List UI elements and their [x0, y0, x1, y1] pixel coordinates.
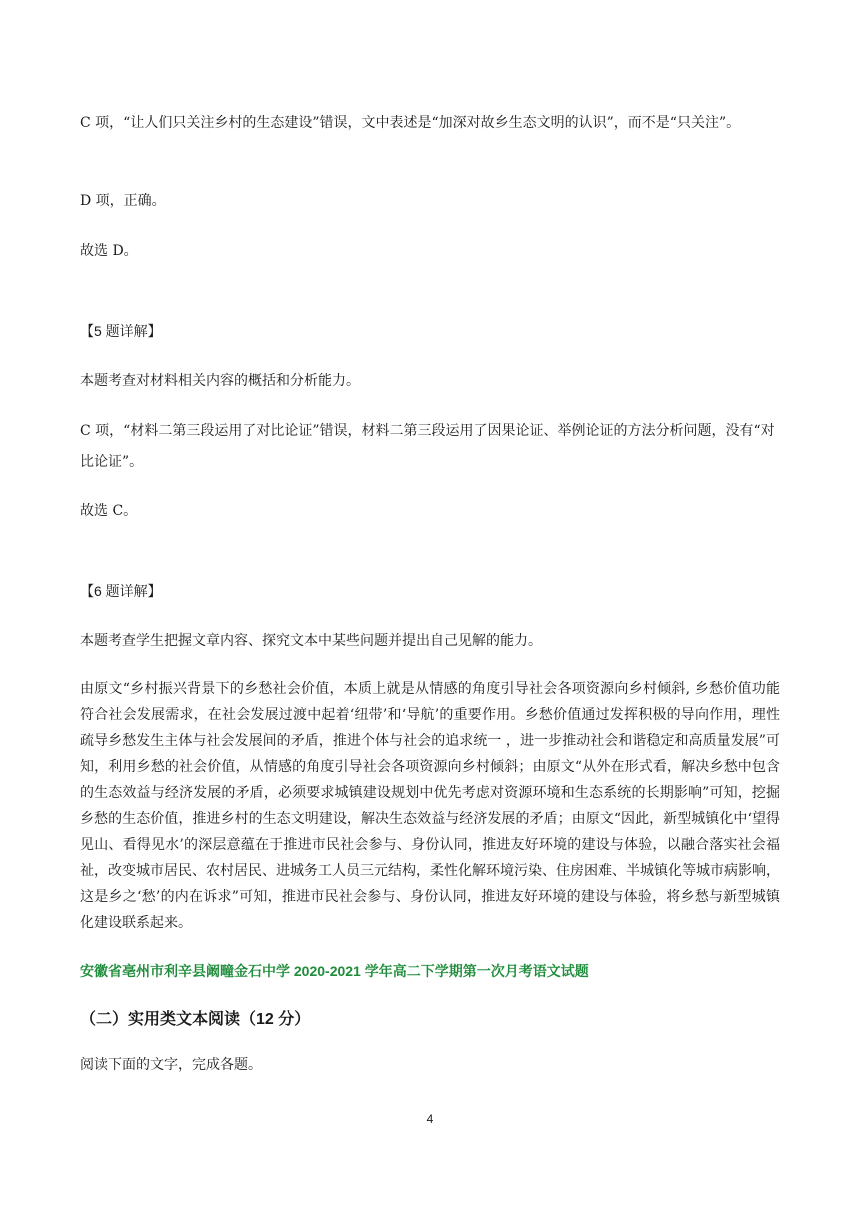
- page-number: 4: [426, 1112, 434, 1126]
- q5-option-c: C 项，“材料二第三段运用了对比论证”错误，材料二第三段运用了因果论证、举例论证的方法分析问题，没有“对比论证”。: [80, 423, 775, 470]
- q5-answer: 故选 C。: [80, 503, 138, 519]
- q4-option-c: C 项，“让人们只关注乡村的生态建设”错误，文中表述是“加深对故乡生态文明的认识”，而不是“只关注”。: [80, 115, 741, 131]
- q5-intro: 本题考查对材料相关内容的概括和分析能力。: [80, 373, 360, 389]
- q4-answer: 故选 D。: [80, 243, 138, 259]
- section-instruction: 阅读下面的文字，完成各题。: [80, 1057, 262, 1073]
- q5-heading: 【5 题详解】: [80, 323, 162, 339]
- q6-body: 由原文“乡村振兴背景下的乡愁社会价值，本质上就是从情感的角度引导社会各项资源向乡村倾斜, 乡愁价值功能符合社会发展需求，在社会发展过渡中起着‘纽带’和‘导航’的重要作用。乡愁价值通过发挥积极的导向作用，理性疏导乡愁发生主体与社会发展间的矛盾，推进个体与社会的追求统一 ，进一步推动社会和谐稳定和高质量发展”可知，利用乡愁的社会价值，从情感的角度引导社会各项资源向乡村倾斜；由原文“从外在形式看，解决乡愁中包含的生态效益与经济发展的矛盾，必须要求城镇建设规划中优先考虑对资源环境和生态系统的长期影响”可知，挖掘乡愁的生态价值，推进乡村的生态文明建设，解决生态效益与经济发展的矛盾；由原文“因此，新型城镇化中‘望得见山、看得见水’的深层意蕴在于推进市民社会参与、身份认同，推进友好环境的建设与体验，以融合落实社会福祉，改变城市居民、农村居民、进城务工人员三元结构，柔性化解环境污染、住房困难、半城镇化等城市病影响，这是乡之‘愁’的内在诉求”可知，推进市民社会参与、身份认同，推进友好环境的建设与体验，将乡愁与新型城镇化建设联系起来。: [80, 681, 780, 931]
- q6-intro: 本题考查学生把握文章内容、探究文本中某些问题并提出自己见解的能力。: [80, 633, 542, 649]
- source-title: 安徽省亳州市利辛县阚疃金石中学 2020-2021 学年高二下学期第一次月考语文试题: [80, 963, 589, 979]
- q4-option-d: D 项，正确。: [80, 193, 166, 209]
- section-title: （二）实用类文本阅读（12 分）: [80, 1011, 311, 1028]
- q6-heading: 【6 题详解】: [80, 583, 162, 599]
